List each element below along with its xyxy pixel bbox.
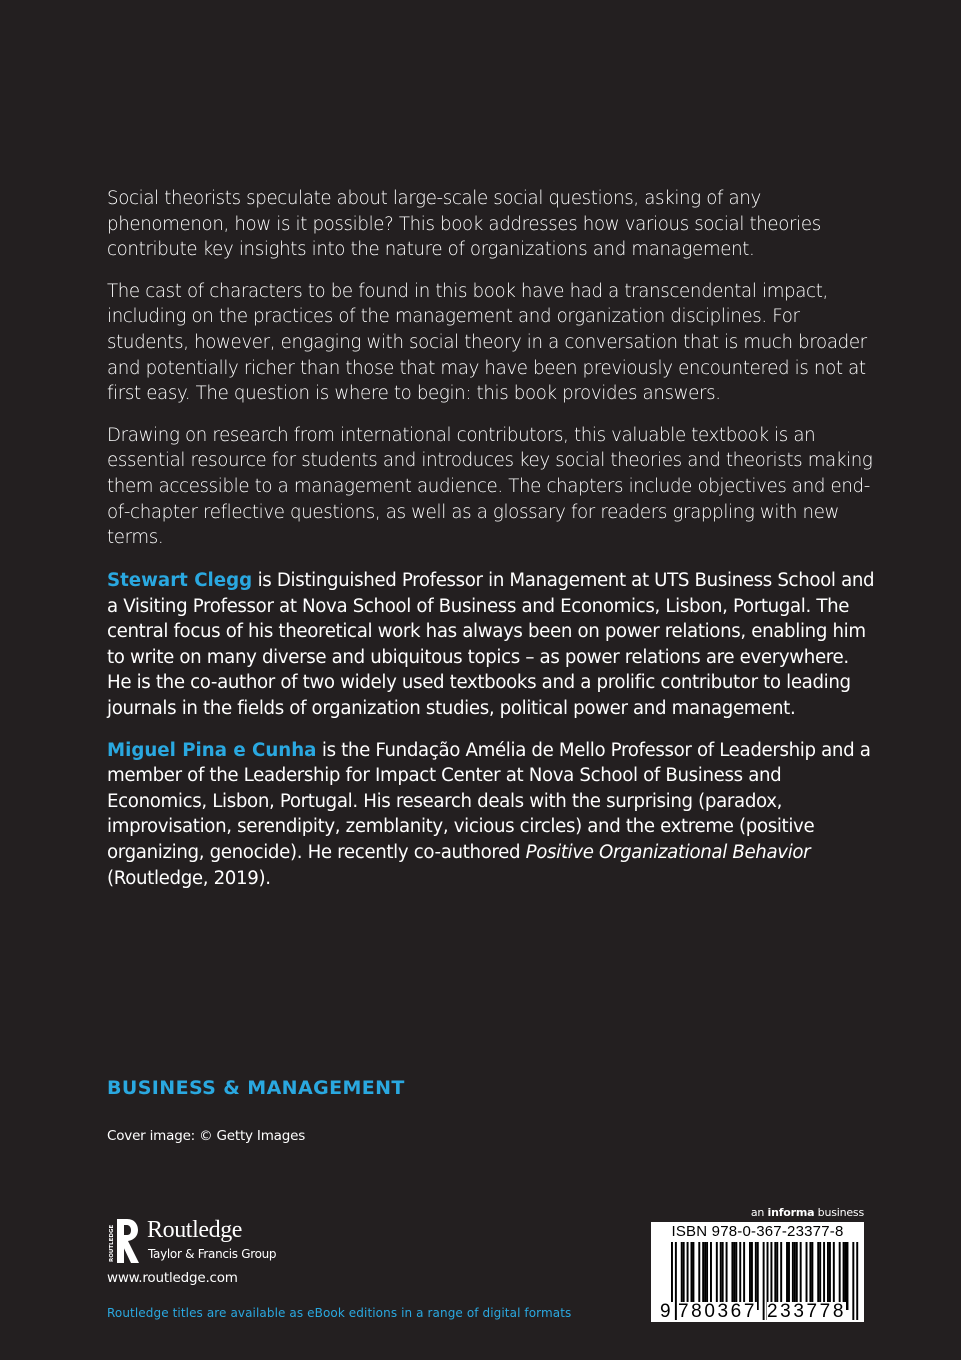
subject-category: BUSINESS & MANAGEMENT [107, 1077, 405, 1099]
routledge-logo [107, 1216, 307, 1266]
barcode-bar [731, 1242, 733, 1310]
barcode-bar [786, 1242, 788, 1310]
barcode-bar [780, 1242, 782, 1310]
barcode-bar [706, 1242, 708, 1310]
publisher-group: Taylor & Francis Group [148, 1247, 277, 1261]
barcode-bar [852, 1242, 854, 1320]
author-bio-1 [107, 568, 877, 722]
barcode-bar [722, 1242, 724, 1310]
barcode-bar [827, 1242, 829, 1310]
barcode-bar [698, 1242, 700, 1310]
description-paragraph-2: The cast of characters to be found in this book have had a transcendental impact, including on the practices of the management and organization disciplines. For students, however, engaging with social theory in a conversation that is much broader and potentially richer than those that may have been previously encountered is not at first easy. The question is where to begin: this book provides answers. [107, 280, 867, 405]
barcode-bar [751, 1242, 753, 1310]
barcode-bar [743, 1242, 745, 1310]
barcode-bar [788, 1242, 790, 1310]
isbn-lead-digit: 9 [660, 1301, 674, 1322]
barcode-bar [683, 1242, 685, 1310]
author-bio-2 [107, 738, 877, 892]
barcode-bar [839, 1242, 841, 1310]
informa-prefix: an [750, 1206, 768, 1219]
barcode-bar [792, 1242, 794, 1310]
isbn-barcode [651, 1222, 864, 1322]
publisher-website[interactable]: www.routledge.com [107, 1270, 238, 1286]
barcode-bar [675, 1242, 677, 1320]
description-paragraph-3: Drawing on research from international contributors, this valuable textbook is an essential resource for students and introduces key social theories and theorists making them accessible to a management audience. The chapters include objectives and end-of-chapter reflective questions, as well as a glossary for readers grappling with new terms. [107, 424, 873, 549]
publisher-name: Routledge [147, 1217, 243, 1243]
barcode-bar [755, 1242, 757, 1310]
informa-suffix: business [814, 1206, 864, 1219]
author-bio-2-end: (Routledge, 2019). [107, 867, 271, 889]
barcode-bar [757, 1242, 759, 1310]
author-name-2: Miguel Pina e Cunha [107, 739, 317, 761]
logo-vertical-text: ROUTLEDGE [109, 1224, 115, 1262]
barcode-bar [829, 1242, 831, 1310]
barcode-bar [681, 1242, 683, 1310]
barcode-bar [735, 1242, 737, 1310]
barcode-bar [739, 1242, 741, 1310]
barcode-bar [776, 1242, 778, 1310]
description-paragraph-1: Social theorists speculate about large-scale social questions, asking of any phenomenon, how is it possible? This book addresses how various social theories contribute key insights into the nature of organizations and management. [107, 188, 821, 261]
barcode-bar [720, 1242, 722, 1310]
barcode-bar [774, 1242, 776, 1310]
isbn-label: ISBN 978-0-367-23377-8 [671, 1223, 844, 1240]
barcode-bar [843, 1242, 845, 1310]
barcode-bar [809, 1242, 811, 1310]
barcode-bar [806, 1242, 808, 1310]
cover-image-credit: Cover image: © Getty Images [107, 1128, 306, 1144]
barcode-bar [847, 1242, 849, 1310]
barcode-bar [794, 1242, 796, 1310]
barcode-bar [716, 1242, 718, 1310]
informa-brand: informa [767, 1206, 815, 1219]
barcode-bar [692, 1242, 694, 1310]
barcode-bar [687, 1242, 689, 1310]
barcode-bar [823, 1242, 825, 1310]
barcode-bar [763, 1242, 765, 1320]
routledge-r-icon [107, 1216, 141, 1266]
barcode-bar [733, 1242, 735, 1310]
barcode-bar [710, 1242, 712, 1310]
barcode-bar [819, 1242, 821, 1310]
informa-tagline [700, 1206, 864, 1219]
author-bio-2-text: is the Fundação Amélia de Mello Professor of Leadership and a member of the Leadership for Impact Center at Nova School of Business and Economics, Lisbon, Portugal. His research deals with the surprising (paradox, improvisation, serendipity, zemblanity, vicious circles) and the extreme (positive organizing, genocide). He recently co-authored [107, 739, 871, 863]
author-bios [107, 568, 877, 907]
barcode-bar [749, 1242, 751, 1310]
barcode-bar [856, 1242, 858, 1320]
barcode-bar [811, 1242, 813, 1310]
barcode-bar [726, 1242, 728, 1310]
isbn-digit-group-1: 780367 [678, 1301, 758, 1322]
barcode-bar [833, 1242, 835, 1310]
barcode-bar [691, 1242, 693, 1310]
barcode-bar [770, 1242, 772, 1310]
book-description [107, 186, 877, 567]
author-name-1: Stewart Clegg [107, 570, 253, 591]
barcode-bar [800, 1242, 802, 1310]
ebook-note: Routledge titles are available as eBook editions in a range of digital formats [107, 1306, 572, 1320]
barcode-bar [817, 1242, 819, 1310]
author-bio-1-text: is Distinguished Professor in Management at UTS Business School and a Visiting Professor at Nova School of Business and Economics, Lisbon, Portugal. The central focus of his theoretical work has always been on power relations, enabling him to write on many diverse and ubiquitous topics – as power relations are everywhere. He is the co-author of two widely used textbooks and a prolific contributor to leading journals in the fields of organization studies, political power and management. [107, 570, 875, 719]
barcode-bar [796, 1242, 798, 1310]
book-title: Positive Organizational Behavior [525, 841, 811, 863]
isbn-digit-group-2: 233778 [767, 1301, 847, 1322]
barcode-bar [704, 1242, 706, 1310]
barcode-bar [845, 1242, 847, 1310]
barcode-bar [702, 1242, 704, 1310]
